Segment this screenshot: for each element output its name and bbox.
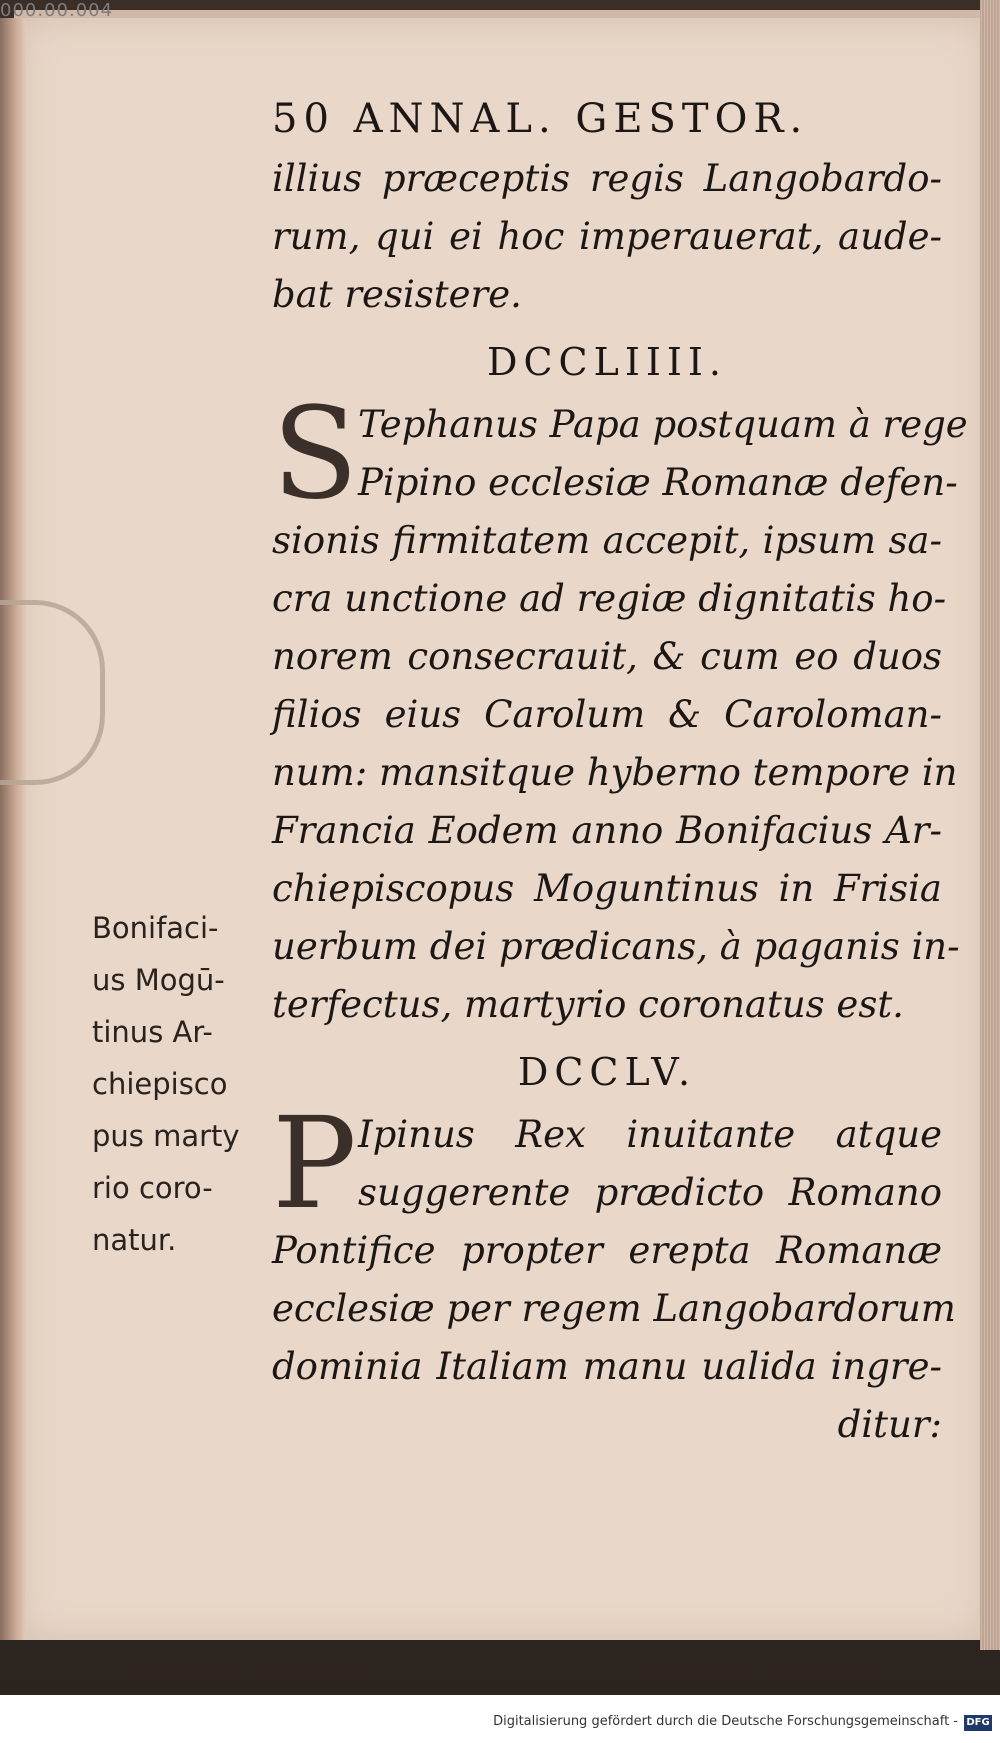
paper-clip-shadow (0, 600, 105, 785)
digitization-footer (0, 1695, 1000, 1743)
paragraph-754 (272, 380, 968, 1034)
page-left-edge (0, 18, 26, 1640)
text-line: filios eius Carolum & Caroloman- (272, 693, 942, 736)
year-heading-754: DCCLIIII. (487, 340, 727, 384)
footer-credit: Digitalisierung gefördert durch die Deutsche Forschungsgemeinschaft - (493, 1714, 958, 1729)
year-heading-755: DCCLV. (517, 1050, 697, 1094)
paragraph-755 (272, 1090, 956, 1454)
text-line: uerbum dei prædicans, à paganis in- (272, 925, 960, 968)
text-line: chiepiscopus Moguntinus in Frisia (272, 867, 942, 910)
drop-cap-s: S (272, 380, 359, 527)
text-line: Tephanus Papa postquam à rege (358, 403, 968, 446)
main-text-block (272, 96, 968, 1454)
drop-cap-p: P (272, 1090, 357, 1237)
marginal-line: pus marty (92, 1119, 240, 1153)
text-line: Francia Eodem anno Bonifacius Ar- (272, 809, 942, 852)
marginal-line: tinus Ar- (92, 1015, 213, 1049)
text-line: cra unctione ad regiæ dignitatis ho- (272, 577, 947, 620)
text-line: num: mansitque hyberno tempore in (272, 751, 958, 794)
text-line: suggerente prædicto Romano (358, 1171, 942, 1214)
text-line: terfectus, martyrio coronatus est. (272, 983, 904, 1026)
marginal-line: chiepisco (92, 1067, 228, 1101)
text-line: ecclesiæ per regem Langobardorum (272, 1287, 956, 1330)
text-line: norem consecrauit, & cum eo duos (272, 635, 942, 678)
text-line: Ipinus Rex inuitante atque (358, 1113, 942, 1156)
marginal-note (92, 902, 282, 1266)
scan-corner-id: 000.00.004 (0, 0, 114, 21)
text-line: Pipino ecclesiæ Romanæ defen- (358, 461, 958, 504)
page-fore-edge (980, 0, 1000, 1650)
marginal-line: Bonifaci- (92, 911, 219, 945)
text-line: rum, qui ei hoc imperauerat, aude- (272, 215, 942, 258)
marginal-line: natur. (92, 1223, 177, 1257)
marginal-line: us Mogū- (92, 963, 225, 997)
marginal-line: rio coro- (92, 1171, 213, 1205)
text-line: Pontifice propter erepta Romanæ (272, 1229, 942, 1272)
text-line: bat resistere. (272, 273, 522, 316)
catchword: ditur: (837, 1403, 942, 1446)
running-head: 50 ANNAL. GESTOR. (272, 96, 809, 142)
text-line: dominia Italiam manu ualida ingre- (272, 1345, 942, 1388)
text-line: illius præceptis regis Langobardo- (272, 157, 942, 200)
text-line: sionis firmitatem accepit, ipsum sa- (272, 519, 942, 562)
dfg-logo-icon: DFG (964, 1715, 992, 1731)
